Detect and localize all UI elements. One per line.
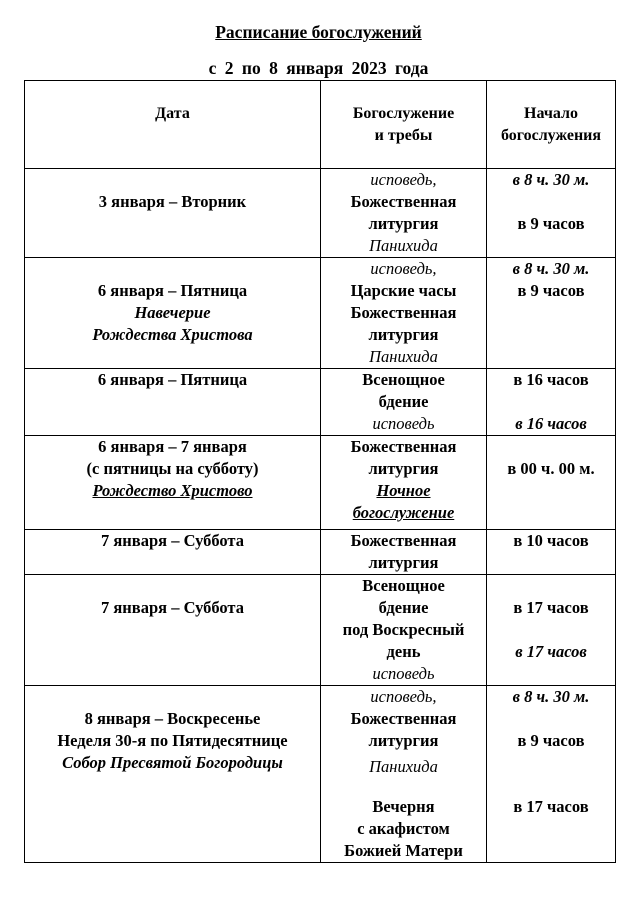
service-line: литургия — [368, 214, 439, 233]
date-cell — [25, 258, 321, 369]
time-line: в 9 часов — [517, 281, 585, 300]
date-cell — [25, 369, 321, 436]
date-text: 8 января – Воскресенье — [84, 709, 261, 728]
table-row — [25, 575, 616, 686]
service-line: Божественная — [350, 303, 457, 322]
time-line: в 16 часов — [515, 414, 587, 433]
time-line: в 10 часов — [513, 531, 589, 550]
date-cell — [25, 530, 321, 575]
service-line: исповедь, — [370, 259, 437, 278]
date-cell — [25, 686, 321, 863]
header-service-line1: Богослужение — [352, 105, 455, 122]
service-line: литургия — [368, 459, 439, 478]
date-extra: Неделя 30-я по Пятидесятнице — [57, 731, 288, 750]
table-row — [25, 169, 616, 258]
time-line: в 17 часов — [513, 598, 589, 617]
service-cell — [321, 369, 487, 436]
service-line: литургия — [368, 553, 439, 572]
date-extra: Рождество Христово — [92, 481, 253, 500]
time-cell — [487, 436, 616, 530]
service-line: Ночное — [376, 481, 431, 500]
time-line: в 8 ч. 30 м. — [512, 170, 590, 189]
table-row — [25, 530, 616, 575]
service-cell — [321, 686, 487, 863]
service-line: с акафистом — [357, 819, 450, 838]
service-line: Божественная — [350, 531, 457, 550]
service-line: Панихида — [369, 236, 438, 255]
service-line: исповедь, — [370, 687, 437, 706]
service-cell — [321, 575, 487, 686]
time-line: в 16 часов — [513, 370, 589, 389]
service-line: богослужение — [352, 503, 455, 522]
time-cell — [487, 686, 616, 863]
service-cell — [321, 258, 487, 369]
service-line: Панихида — [369, 347, 438, 366]
service-line: Царские часы — [350, 281, 457, 300]
service-line: исповедь, — [370, 170, 437, 189]
header-start-line2: богослужения — [500, 127, 602, 144]
date-text: 6 января – 7 января — [98, 437, 247, 456]
table-row — [25, 369, 616, 436]
table-header-row — [25, 81, 616, 169]
service-line: Божией Матери — [344, 841, 463, 860]
service-line: день — [386, 642, 421, 661]
date-cell — [25, 169, 321, 258]
service-cell — [321, 169, 487, 258]
table-row — [25, 686, 616, 863]
service-line: Божественная — [350, 709, 457, 728]
service-line: бдение — [378, 392, 429, 411]
service-line: исповедь — [372, 414, 435, 433]
table-row — [25, 436, 616, 530]
service-line: исповедь — [372, 664, 435, 683]
date-text: 7 января – Суббота — [101, 598, 244, 617]
date-text: 6 января – Пятница — [97, 370, 248, 389]
service-line: под Воскресный — [342, 620, 465, 639]
service-line: литургия — [368, 731, 439, 750]
service-line: Божественная — [350, 437, 457, 456]
time-line: в 00 ч. 00 м. — [507, 459, 595, 478]
date-extra: (с пятницы на субботу) — [86, 459, 259, 478]
service-line: бдение — [378, 598, 429, 617]
header-service-line2: и требы — [374, 127, 433, 144]
header-date-label: Дата — [155, 105, 190, 122]
service-line: Божественная — [350, 192, 457, 211]
schedule-table — [24, 80, 616, 863]
page-subtitle: с 2 по 8 января 2023 года — [208, 58, 429, 78]
service-line: Всенощное — [362, 576, 445, 595]
time-line: в 8 ч. 30 м. — [512, 259, 590, 278]
time-line: в 8 ч. 30 м. — [512, 687, 590, 706]
service-line: Панихида — [369, 757, 438, 776]
header-start-line1: Начало — [524, 105, 578, 122]
table-row — [25, 258, 616, 369]
time-cell — [487, 169, 616, 258]
time-line: в 17 часов — [513, 797, 589, 816]
date-text: 6 января – Пятница — [97, 281, 248, 300]
date-cell — [25, 575, 321, 686]
date-extra: Рождества Христова — [92, 325, 253, 344]
time-line: в 17 часов — [515, 642, 587, 661]
date-extra: Навечерие — [134, 303, 211, 322]
time-cell — [487, 258, 616, 369]
date-text: 7 января – Суббота — [101, 531, 244, 550]
service-line: Всенощное — [362, 370, 445, 389]
service-line: литургия — [368, 325, 439, 344]
time-cell — [487, 530, 616, 575]
date-cell — [25, 436, 321, 530]
time-cell — [487, 369, 616, 436]
page-title: Расписание богослужений — [215, 22, 422, 42]
date-text: 3 января – Вторник — [98, 192, 247, 211]
service-cell — [321, 530, 487, 575]
time-line: в 9 часов — [517, 731, 585, 750]
header-start — [487, 81, 616, 169]
service-line: Вечерня — [372, 797, 435, 816]
time-line: в 9 часов — [517, 214, 585, 233]
date-extra: Собор Пресвятой Богородицы — [62, 753, 283, 772]
service-cell — [321, 436, 487, 530]
time-cell — [487, 575, 616, 686]
header-date — [25, 81, 321, 169]
header-service — [321, 81, 487, 169]
